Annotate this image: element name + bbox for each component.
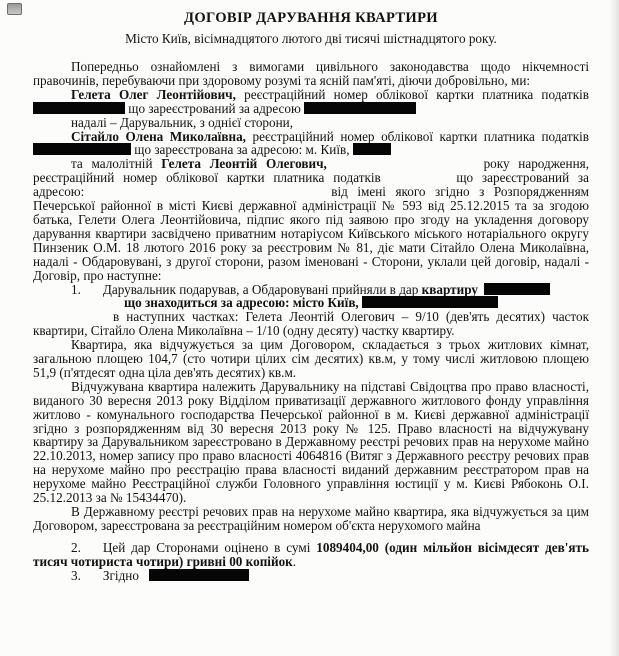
blank-gap [81, 578, 103, 580]
text-run: що зареєстрований за адресою: [33, 170, 589, 200]
text-run: 1089404,00 (один мільйон вісімдесят дев'ять тисяч чотириста чотири) гривні 00 копійок [33, 539, 589, 569]
blank-gap [327, 166, 475, 168]
paragraph-registry-number [33, 505, 589, 533]
text-run: . [292, 553, 297, 569]
text-run: року народження, реєстраційний номер облікової картки платника податків [33, 156, 589, 186]
document-title: ДОГОВІР ДАРУВАННЯ КВАРТИРИ [184, 10, 438, 26]
paragraph-preamble [33, 60, 589, 88]
paragraph-apartment-description [33, 338, 589, 380]
redaction-box [353, 143, 391, 155]
text-run: що зареєстрована за адресою: м. Київ, [131, 142, 353, 158]
text-run: Гелета Олег Леонтійович, [71, 86, 236, 102]
blank-gap [390, 180, 448, 182]
text-run: 3. [71, 567, 81, 583]
redaction-box [149, 569, 249, 581]
paragraph-ownership-basis [33, 380, 589, 505]
paragraph-clause-3-partial [33, 569, 589, 583]
paragraph-donor-identity [33, 88, 589, 116]
paragraph-clause-1-address [33, 296, 589, 310]
text-run: що зареєстрований за адресою [125, 100, 305, 116]
text-run: Квартира, яка відчужується за цим Договором, складається з трьох житлових кімнат, загальною площею 104,7 (сто чотири цілих сім десятих) кв.м, у тому числі житловою площею 51,9 (п'ятдесят одна ціла дев'ять десятих) кв.м. [33, 337, 589, 380]
paragraph-clause-1-shares [33, 310, 589, 338]
blank-gap [81, 550, 103, 552]
text-run: та малолітній [71, 156, 162, 172]
paragraph-donee-identity [33, 130, 589, 158]
text-run: В Державному реєстрі речових прав на нерухоме майно квартира, яка відчужується за цим Договором, зареєстрована за реєстраційним номером об'єкта нерухомого майна [33, 504, 589, 533]
text-run: від імені якого згідно з Розпорядженням Печерської районної в місті Києві державної адміністрації № 593 від 25.12.2015 та за згодою батька, Гелети Олега Леонтійовича, підпис якого під заявою про згоду на укладення договору дарування квартири засвідчено приватним нотаріусом Київського міського нотаріального округу Пинзеник О.М. 18 лютого 2016 року за реєстровим № 81, діє мати Сітайло Олена Миколаївна, надалі - Обдаровувані, з другої сторони, разом іменовані - Сторони, уклали цей договір, надалі - Договір, про наступне: [33, 184, 589, 283]
text-run: Цей дар Сторонами оцінено в сумі [102, 539, 317, 555]
scan-artifact-icon [7, 3, 22, 15]
paragraph-minor-donee-identity [33, 157, 589, 282]
text-run: Попередньо ознайомлені з вимогами цивільного законодавства щодо нікчемності правочинів, перебуваючи при здоровому розумі та ясній пам'яті, діючи добровільно, ми: [33, 59, 589, 88]
text-run: Згідно [102, 567, 139, 583]
paragraph-donor-role [33, 116, 589, 130]
text-run: 2. [71, 539, 81, 555]
blank-gap [139, 578, 149, 580]
redaction-box [362, 296, 498, 308]
redaction-box [33, 102, 125, 114]
text-run: 1. [71, 281, 81, 297]
text-run: надалі – Дарувальник, з однієї сторони, [71, 114, 294, 130]
redaction-box [33, 143, 131, 155]
text-run: реєстраційний номер облікової картки платника податків [245, 128, 589, 144]
text-run: Відчужувана квартира належить Дарувальнику на підставі Свідоцтва про право власності, виданого 30 вересня 2013 року Відділом приватизації державного житлового фонду управління житлово - комунального господарства Печерської районної в м. Києві державної адміністрації згідно з розпорядженням від 30 вересня 2013 року № 125. Право власності на відчужувану квартиру за Дарувальником зареєстровано в Державному реєстрі речових прав на нерухоме майно 22.10.2013, номер запису про право власності 4064816 (Витяг з Державного реєстру речових прав на нерухоме майно про реєстрацію права власності виданий державним реєстратором прав на нерухоме майно Реєстраційної служби Головного управління юстиції у м. Києві Рябоконь О.І. 25.12.2013 за № 15434470). [33, 378, 589, 506]
text-run: Дарувальник подарував, а Обдаровувані прийняли в дар [102, 281, 422, 297]
redaction-box [484, 283, 550, 295]
document-body [33, 60, 589, 583]
paragraph-clause-2-valuation [33, 541, 589, 569]
text-run: що знаходиться за адресою: місто Київ, [123, 295, 363, 311]
text-run: Гелета Леонтій Олегович, [161, 156, 327, 172]
scan-edge-shadow [609, 0, 619, 656]
text-run: квартиру [421, 281, 478, 297]
text-run: Сітайло Олена Миколаївна, [71, 128, 246, 144]
blank-gap [94, 194, 322, 196]
document-subtitle: Місто Київ, вісімнадцятого лютого дві тисячі шістнадцятого року. [125, 31, 497, 46]
paragraph-clause-1-intro [33, 283, 589, 297]
blank-gap [81, 292, 103, 294]
text-run: реєстраційний номер облікової картки платника податків [235, 86, 589, 102]
redaction-box [304, 102, 416, 114]
text-run: в наступних частках: Гелета Леонтій Олегович – 9/10 (дев'ять десятих) часток квартири, Сітайло Олена Миколаївна – 1/10 (одну десяту) частку квартиру. [33, 309, 589, 339]
